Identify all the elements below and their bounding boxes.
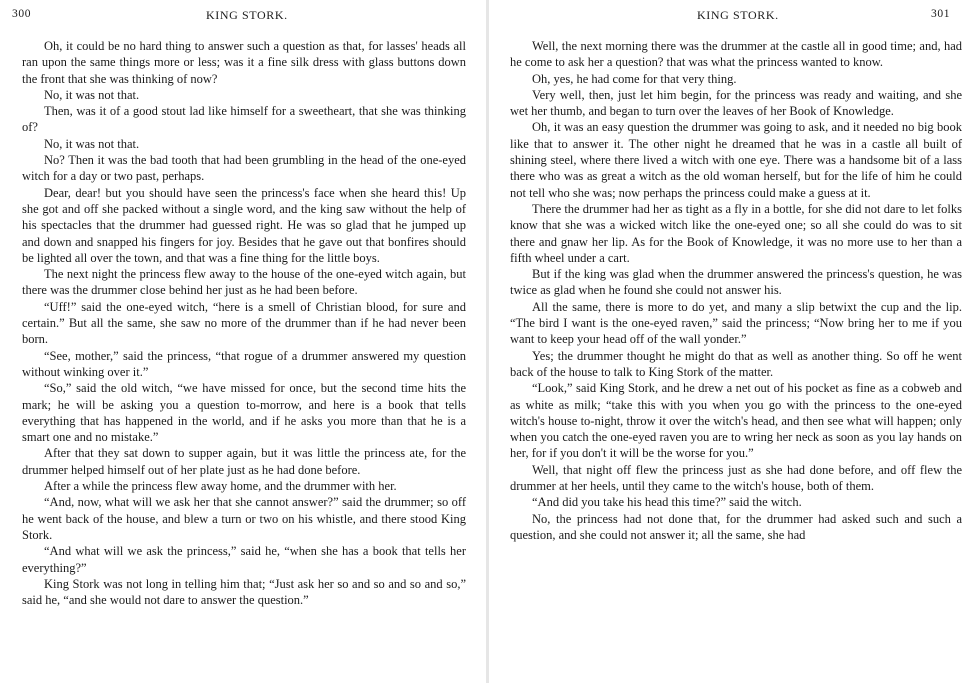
paragraph: Very well, then, just let him begin, for the princess was ready and waiting, and she wet her thumb, and began to turn over the leaves of her Book of Knowledge. bbox=[510, 87, 962, 119]
paragraph: No, it was not that. bbox=[44, 136, 140, 151]
paragraph: “So,” said the old witch, “we have missed for once, but the second time hits the mark; he will be asking you a question to-morrow, and here is a book that tells everything that has happened in the world, and if he asks you more than that he is a smart one and no mistake.” bbox=[22, 381, 466, 445]
paragraph: But if the king was glad when the drummer answered the princess's question, he was twice as glad when he found she could not answer his. bbox=[510, 267, 962, 298]
page-body bbox=[510, 38, 962, 543]
paragraph: “And, now, what will we ask her that she cannot answer?” said the drummer; so off he went back of the house, and blew a turn or two on his whistle, and there stood King Stork. bbox=[22, 495, 466, 542]
paragraph: Well, that night off flew the princess just as she had done before, and off flew the drummer at her heels, until they came to the witch's house, both of them. bbox=[510, 462, 962, 494]
running-head: KING STORK. bbox=[697, 8, 779, 22]
paragraph: No, it was not that. bbox=[44, 87, 140, 102]
paragraph: No, the princess had not done that, for the drummer had asked such and such a question, and she could not answer it; all the same, she had bbox=[510, 511, 962, 542]
page-number: 300 bbox=[12, 8, 32, 20]
paragraph: “Look,” said King Stork, and he drew a net out of his pocket as fine as a cobweb and as white as milk; “take this with you when you go with the princess to the one-eyed witch's house to-night, throw it over the witch's head, and then see what will happen; only when you catch the one-eyed raven you are to wring her neck as soon as you lay hands on her, for if you don't it will be the worse for you.” bbox=[510, 381, 962, 461]
paragraph: All the same, there is more to do yet, and many a slip betwixt the cup and the lip. “The bird I want is the one-eyed raven,” said the princess; “Now bring her to me if you want to keep your head off of the wall yonder.” bbox=[510, 299, 962, 347]
paragraph: Oh, it was an easy question the drummer was going to ask, and it needed no big book like that to answer it. The other night he dreamed that he was in a castle all built of shining steel, where there lived a witch with one eye. There was a handsome bit of a lass there who was as great a witch as the old woman herself, but for the life of him he could not tell who she was; now perhaps the princess could make a guess at it. bbox=[510, 120, 962, 200]
paragraph: Dear, dear! but you should have seen the princess's face when she heard this! Up she got and off she packed without a single word, and the king saw without the help of his spectacles that the drummer had guessed right. He was so glad that he jumped up and down and snapped his fingers for joy. Besides that he gave out that bonfires should be lighted all over the town, and that was a fine thing for the little boys. bbox=[22, 185, 466, 265]
paragraph: “Uff!” said the one-eyed witch, “here is a smell of Christian blood, for sure and certain.” But all the same, she saw no more of the drummer than if he had never been born. bbox=[22, 299, 466, 347]
paragraph: “And did you take his head this time?” said the witch. bbox=[532, 495, 802, 510]
left-page bbox=[0, 0, 488, 683]
running-head: KING STORK. bbox=[206, 8, 288, 22]
paragraph: “And what will we ask the princess,” said he, “when she has a book that tells her everything?” bbox=[22, 544, 466, 575]
paragraph: Oh, yes, he had come for that very thing. bbox=[532, 71, 737, 86]
paragraph: No? Then it was the bad tooth that had been grumbling in the head of the one-eyed witch for a day or two past, perhaps. bbox=[22, 153, 466, 184]
page-body bbox=[22, 38, 466, 608]
paragraph: After a while the princess flew away home, and the drummer with her. bbox=[44, 479, 397, 494]
paragraph: King Stork was not long in telling him that; “Just ask her so and so and so and so,” said he, “and she would not dare to answer the question.” bbox=[22, 576, 466, 608]
page-number: 301 bbox=[931, 8, 951, 20]
paragraph: “See, mother,” said the princess, “that rogue of a drummer answered my question without winking over it.” bbox=[22, 348, 466, 379]
paragraph: Yes; the drummer thought he might do that as well as another thing. So off he went back of the house to talk to King Stork of the matter. bbox=[510, 348, 962, 379]
paragraph: Oh, it could be no hard thing to answer such a question as that, for lasses' heads all ran upon the same things more or less; was it a fine silk dress with glass buttons down the front that she was thinking of now? bbox=[22, 39, 466, 86]
right-page bbox=[489, 0, 977, 683]
paragraph: The next night the princess flew away to the house of the one-eyed witch again, but there was the drummer close behind her just as he had been before. bbox=[22, 267, 466, 298]
paragraph: Well, the next morning there was the drummer at the castle all in good time; and, had he come to ask her a question? that was what the princess wanted to know. bbox=[510, 39, 962, 70]
paragraph: After that they sat down to supper again, but it was little the princess ate, for the drummer helped himself out of her plate just as he had done before. bbox=[22, 446, 466, 477]
paragraph: Then, was it of a good stout lad like himself for a sweetheart, that she was thinking of? bbox=[22, 104, 466, 135]
paragraph: There the drummer had her as tight as a fly in a bottle, for she did not dare to let folks know that she was a wicked witch like the one-eyed one; so all she could do was to sit there and gnaw her lip. As for the Book of Knowledge, it was no more use to her than a fifth wheel under a cart. bbox=[510, 201, 962, 265]
